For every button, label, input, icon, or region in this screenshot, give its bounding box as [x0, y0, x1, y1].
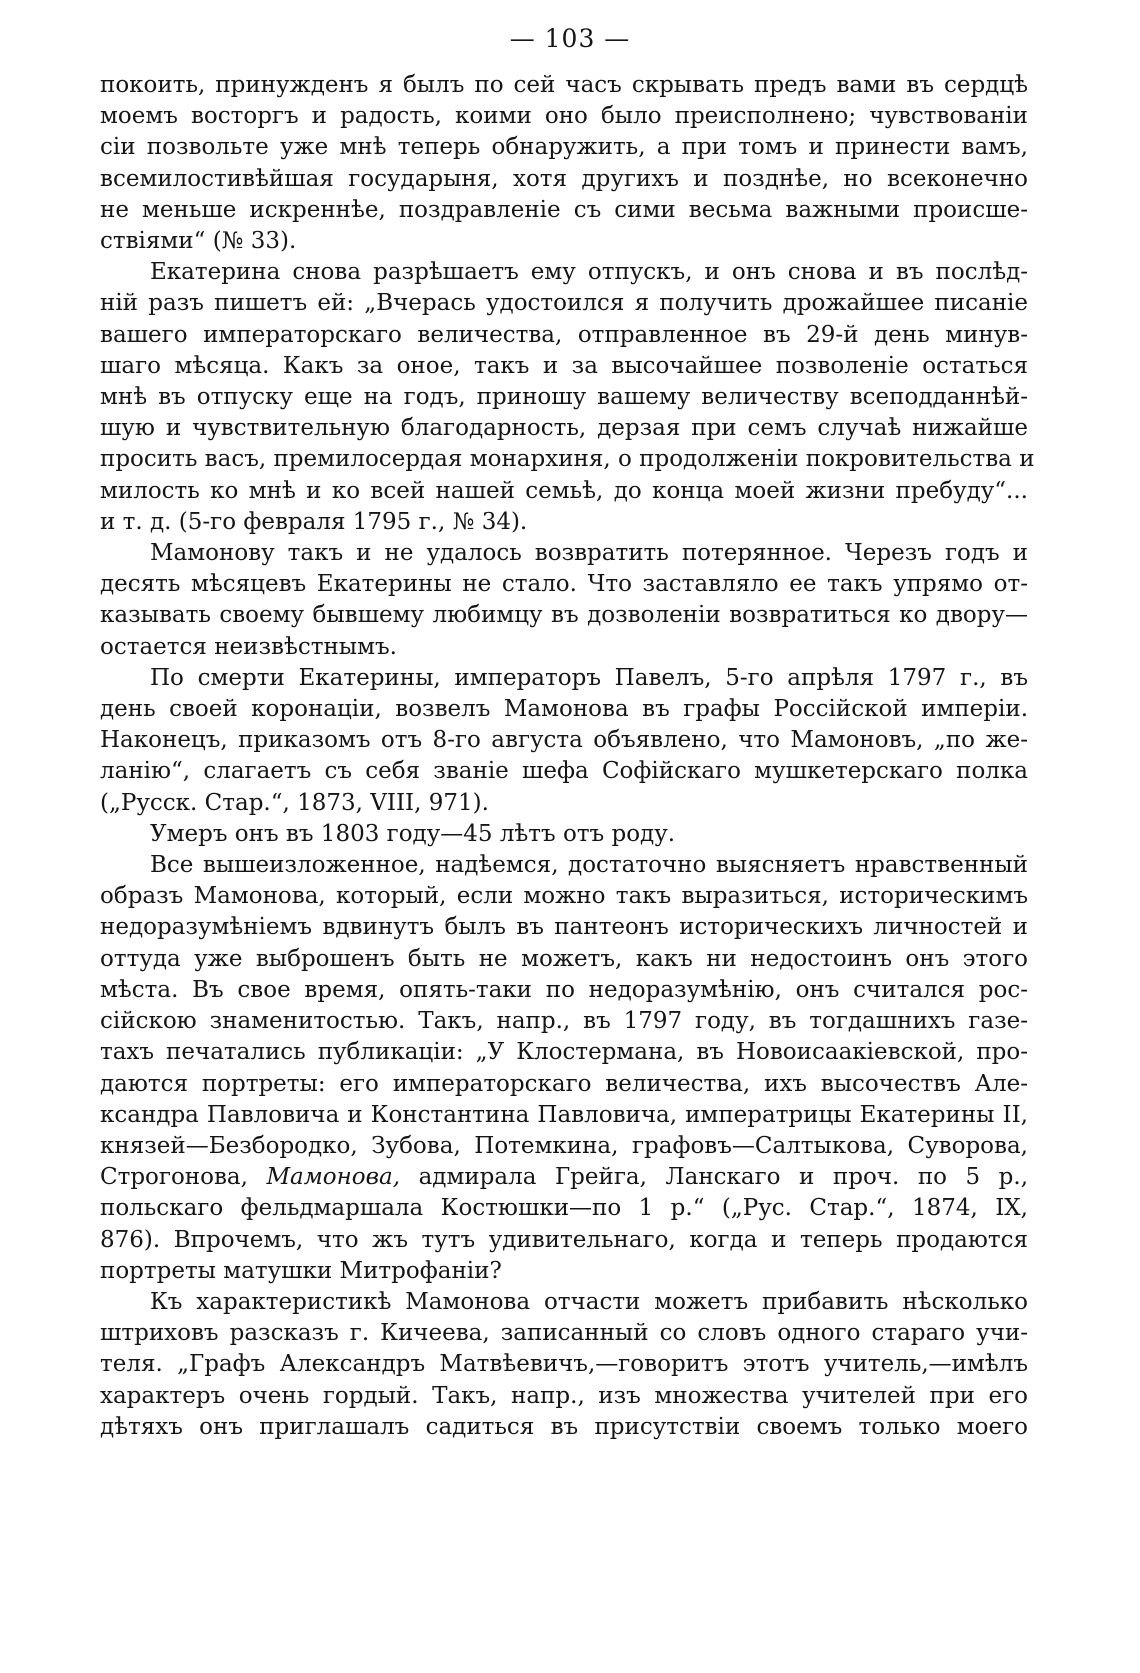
page-number: — 103 —	[509, 24, 631, 53]
text-line: просить васъ, премилосердая монархиня, о продолженiи покровительства и	[100, 446, 1035, 473]
text-line: шаго мѣсяца. Какъ за оное, такъ и за высочайшее позволенiе остаться	[100, 352, 1028, 379]
text-run: Строгонова,	[100, 1164, 267, 1191]
text-line: казывать своему бывшему любимцу въ дозволенiи возвратиться ко двору—	[100, 602, 1028, 629]
text-line: польскаго фельдмаршала Костюшки—по 1 р.“ („Рус. Стар.“, 1874, IX,	[100, 1195, 1028, 1222]
text-line: образъ Мамонова, который, если можно такъ выразиться, историческимъ	[100, 883, 1028, 910]
text-line: портреты матушки Митрофанiи?	[100, 1257, 502, 1284]
text-line: милость ко мнѣ и ко всей нашей семьѣ, до конца моей жизни пребуду“...	[100, 477, 1028, 504]
paragraph-6	[100, 850, 1028, 1287]
text-line: не меньше искреннѣе, поздравленiе съ сими весьма важными происше-	[100, 196, 1028, 223]
text-line: недоразумѣнiемъ вдвинутъ былъ въ пантеонъ историческихъ личностей и	[100, 914, 1028, 941]
text-line: характеръ очень гордый. Такъ, напр., изъ множества учителей при его	[100, 1382, 1028, 1409]
text-line: оттуда уже выброшенъ быть не можетъ, какъ ни недостоинъ онъ этого	[100, 945, 1028, 972]
text-line: („Русск. Стар.“, 1873, VIII, 971).	[100, 789, 489, 816]
text-line: дѣтяхъ онъ приглашалъ садиться въ присутствiи своемъ только моего	[100, 1413, 1028, 1440]
italic-name: Мамонова,	[266, 1164, 401, 1191]
text-line: тахъ печатались публикацiи: „У Клостермана, въ Новоисаакiевской, про-	[100, 1039, 1028, 1066]
text-line: сiи позвольте уже мнѣ теперь обнаружить, а при томъ и принести вамъ,	[100, 134, 1028, 161]
text-line: покоить, принужденъ я былъ по сей часъ скрывать предъ вами въ сердцѣ	[100, 72, 1028, 98]
text-line: Мамонову такъ и не удалось возвратить потерянное. Черезъ годъ и	[150, 540, 1028, 567]
text-line: сiйскою знаменитостью. Такъ, напр., въ 1797 году, въ тогдашнихъ газе-	[100, 1008, 1028, 1035]
text-run: адмирала Грейга, Ланскаго и проч. по 5 р.,	[400, 1164, 1029, 1191]
text-line: ксандра Павловича и Константина Павловича, императрицы Екатерины II,	[100, 1101, 1028, 1128]
text-line: даются портреты: его императорскаго величества, ихъ высочествъ Але-	[100, 1070, 1028, 1097]
paragraph-5	[100, 819, 1028, 850]
text-line: князей—Безбородко, Зубова, Потемкина, графовъ—Салтыкова, Суворова,	[100, 1132, 1028, 1159]
text-line: моемъ восторгъ и радость, коими оно было преисполнено; чувствованiи	[100, 103, 1028, 130]
text-line: По смерти Екатерины, императоръ Павелъ, 5-го апрѣля 1797 г., въ	[150, 664, 1028, 691]
text-line: ланiю“, слагаетъ съ себя званiе шефа Софiйскаго мушкетерскаго полка	[100, 758, 1028, 785]
text-line: мѣста. Въ свое время, опять-таки по недоразумѣнiю, онъ считался рос-	[100, 976, 1028, 1003]
text-line: 876). Впрочемъ, что жъ тутъ удивительнаго, когда и теперь продаются	[100, 1226, 1028, 1253]
paragraph-2	[100, 257, 1035, 538]
text-line: шую и чувствительную благодарность, дерзая при семъ случаѣ нижайше	[100, 415, 1028, 442]
text-line: всемилостивѣйшая государыня, хотя другихъ и позднѣе, но всеконечно	[100, 165, 1028, 192]
text-line: Екатерина снова разрѣшаетъ ему отпускъ, и онъ снова и въ послѣд-	[150, 259, 1028, 286]
text-line: и т. д. (5-го февраля 1795 г., № 34).	[100, 508, 528, 535]
text-line: теля. „Графъ Александръ Матвѣевичъ,—говоритъ этотъ учитель,—имѣлъ	[100, 1351, 1028, 1378]
text-line: нiй разъ пишетъ ей: „Вчерась удостоился я получить дрожайшее писанiе	[100, 290, 1028, 317]
text-line: штриховъ разсказъ г. Кичеева, записанный со словъ одного стараго учи-	[100, 1320, 1028, 1347]
paragraph-1	[100, 70, 1028, 257]
paragraph-4	[100, 663, 1028, 819]
text-line: вашего императорскаго величества, отправленное въ 29-й день минув-	[100, 321, 1028, 348]
paragraph-7	[100, 1287, 1028, 1443]
text-line: мнѣ въ отпуску еще на годъ, приношу вашему величеству всеподданнѣй-	[100, 384, 1028, 411]
text-line: Умеръ онъ въ 1803 году—45 лѣтъ отъ роду.	[150, 820, 676, 847]
text-line: Все вышеизложенное, надѣемся, достаточно выясняетъ нравственный	[150, 852, 1028, 879]
text-line: ствiями“ (№ 33).	[100, 228, 297, 255]
text-line: Наконецъ, приказомъ отъ 8-го августа объявлено, что Мамоновъ, „по же-	[100, 727, 1028, 754]
text-line-with-italic	[100, 1162, 1028, 1193]
text-line: Къ характеристикѣ Мамонова отчасти можетъ прибавить нѣсколько	[150, 1288, 1028, 1315]
paragraph-3	[100, 538, 1028, 663]
body-text	[100, 70, 1035, 1443]
text-line: остается неизвѣстнымъ.	[100, 633, 397, 660]
text-line: десять мѣсяцевъ Екатерины не стало. Что заставляло ее такъ упрямо от-	[100, 571, 1028, 598]
text-line: день своей коронацiи, возвелъ Мамонова въ графы Россiйской имперiи.	[100, 696, 1028, 723]
